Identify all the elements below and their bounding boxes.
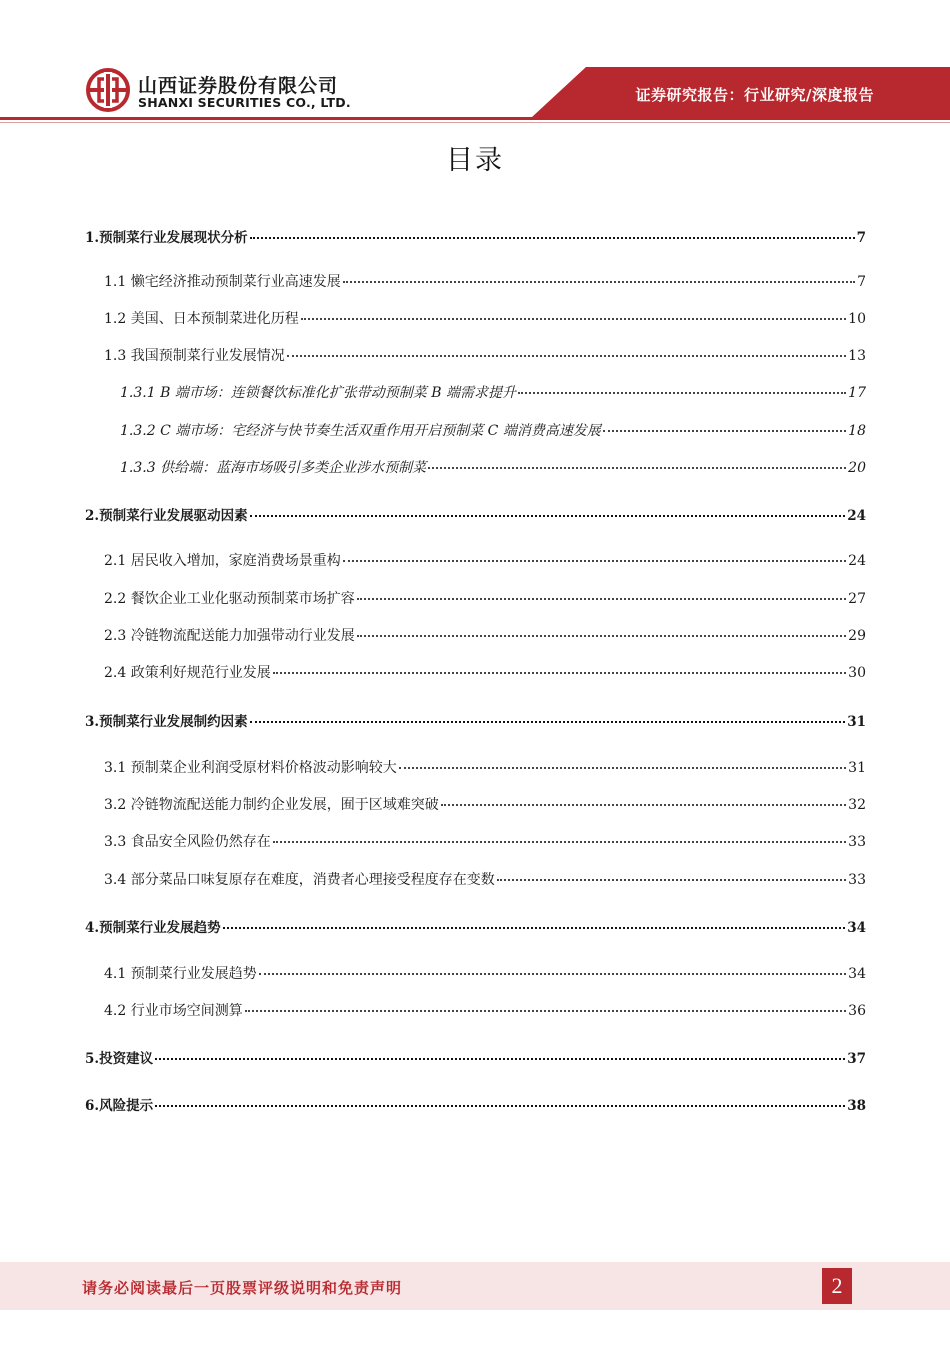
toc-leader-dots <box>287 354 846 357</box>
toc-leader-dots <box>155 1057 845 1060</box>
toc-entry[interactable] <box>104 963 866 983</box>
toc-leader-dots <box>250 236 855 239</box>
toc-leader-dots <box>259 972 846 975</box>
toc-entry-page: 38 <box>847 1098 866 1114</box>
toc-entry-page: 34 <box>847 920 866 936</box>
toc-entry[interactable] <box>104 794 866 814</box>
toc-leader-dots <box>357 634 846 637</box>
toc-entry-label: 2.1 居民收入增加，家庭消费场景重构 <box>104 553 341 569</box>
toc-entry-page: 32 <box>848 797 866 813</box>
toc-entry-label: 1.1 懒宅经济推动预制菜行业高速发展 <box>104 274 341 290</box>
toc-entry[interactable] <box>85 226 866 246</box>
disclaimer-note: 请务必阅读最后一页股票评级说明和免责声明 <box>82 1279 403 1297</box>
toc-entry-page: 33 <box>848 872 866 888</box>
toc-entry-page: 36 <box>848 1003 866 1019</box>
toc-leader-dots <box>343 559 846 562</box>
toc-entry-label: 3.4 部分菜品口味复原存在难度，消费者心理接受程度存在变数 <box>104 872 495 888</box>
toc-entry-page: 30 <box>848 665 866 681</box>
toc-entry-label: 1.预制菜行业发展现状分析 <box>85 230 248 246</box>
toc-entry-page: 27 <box>848 591 866 607</box>
toc-leader-dots <box>518 391 846 394</box>
report-type-label: 证券研究报告：行业研究/深度报告 <box>635 86 874 104</box>
toc-entry[interactable] <box>85 1047 866 1067</box>
page-number: 2 <box>822 1268 852 1304</box>
toc-leader-dots <box>399 766 846 769</box>
toc-leader-dots <box>250 720 846 723</box>
toc-entry[interactable] <box>104 757 866 777</box>
toc-leader-dots <box>223 926 846 929</box>
toc-entry-page: 7 <box>857 274 866 290</box>
toc-entry-page: 18 <box>848 423 866 439</box>
toc-entry-label: 6.风险提示 <box>85 1098 154 1114</box>
toc-entry-page: 31 <box>848 760 866 776</box>
page-title: 目录 <box>446 145 504 176</box>
toc-entry-label: 3.2 冷链物流配送能力制约企业发展，囿于区域难突破 <box>104 797 439 813</box>
toc-leader-dots <box>273 840 846 843</box>
toc-leader-dots <box>245 1009 846 1012</box>
toc-entry-label: 3.预制菜行业发展制约因素 <box>85 714 248 730</box>
toc-entry[interactable] <box>104 588 866 608</box>
toc-leader-dots <box>441 803 846 806</box>
page-header <box>0 0 950 130</box>
toc-entry-label: 1.3.2 C 端市场：宅经济与快节奏生活双重作用开启预制菜 C 端消费高速发展 <box>120 423 601 439</box>
toc-entry-label: 3.3 食品安全风险仍然存在 <box>104 834 271 850</box>
toc-entry[interactable] <box>85 710 866 730</box>
toc-leader-dots <box>273 671 846 674</box>
toc-entry[interactable] <box>120 420 866 440</box>
toc-entry-label: 4.1 预制菜行业发展趋势 <box>104 966 257 982</box>
toc-entry[interactable] <box>104 550 866 570</box>
toc-entry[interactable] <box>104 831 866 851</box>
toc-entry[interactable] <box>104 625 866 645</box>
toc-entry-label: 2.4 政策利好规范行业发展 <box>104 665 271 681</box>
toc-entry-label: 5.投资建议 <box>85 1051 154 1067</box>
toc-entry-page: 7 <box>856 230 866 246</box>
toc-entry-page: 20 <box>848 460 866 476</box>
toc-entry-label: 2.2 餐饮企业工业化驱动预制菜市场扩容 <box>104 591 355 607</box>
company-name-cn: 山西证券股份有限公司 <box>138 75 339 97</box>
toc-entry[interactable] <box>120 382 866 402</box>
toc-entry-label: 1.3 我国预制菜行业发展情况 <box>104 348 285 364</box>
toc-entry[interactable] <box>104 1000 866 1020</box>
toc-entry-label: 2.3 冷链物流配送能力加强带动行业发展 <box>104 628 355 644</box>
toc-leader-dots <box>497 878 846 881</box>
toc-leader-dots <box>357 597 846 600</box>
toc-leader-dots <box>250 514 846 517</box>
toc-entry-label: 4.预制菜行业发展趋势 <box>85 920 221 936</box>
toc-entry-page: 10 <box>848 311 866 327</box>
toc-entry-label: 1.3.3 供给端：蓝海市场吸引多类企业涉水预制菜 <box>120 460 427 476</box>
shanxi-securities-logo-icon <box>86 68 130 112</box>
toc-entry[interactable] <box>104 869 866 889</box>
toc-entry-label: 3.1 预制菜企业利润受原材料价格波动影响较大 <box>104 760 397 776</box>
toc-leader-dots <box>343 280 855 283</box>
toc-entry-page: 37 <box>847 1051 866 1067</box>
header-divider <box>0 117 950 120</box>
toc-entry-page: 24 <box>848 553 866 569</box>
toc-entry-label: 2.预制菜行业发展驱动因素 <box>85 508 248 524</box>
toc-leader-dots <box>155 1104 845 1107</box>
toc-entry-page: 24 <box>847 508 866 524</box>
toc-entry[interactable] <box>120 457 866 477</box>
toc-entry-label: 1.3.1 B 端市场：连锁餐饮标准化扩张带动预制菜 B 端需求提升 <box>120 385 516 401</box>
toc-entry-page: 34 <box>848 966 866 982</box>
toc-entry-page: 13 <box>848 348 866 364</box>
toc-entry[interactable] <box>104 662 866 682</box>
toc-entry[interactable] <box>104 271 866 291</box>
toc-entry-page: 17 <box>848 385 866 401</box>
toc-entry[interactable] <box>85 1094 866 1114</box>
toc-leader-dots <box>301 317 846 320</box>
toc-entry-label: 1.2 美国、日本预制菜进化历程 <box>104 311 299 327</box>
toc-entry[interactable] <box>85 916 866 936</box>
toc-entry-page: 29 <box>848 628 866 644</box>
toc-entry[interactable] <box>104 308 866 328</box>
header-divider-thin <box>0 122 950 123</box>
toc-leader-dots <box>428 466 846 469</box>
company-name-en: SHANXI SECURITIES CO., LTD. <box>138 95 351 110</box>
toc-entry[interactable] <box>104 345 866 365</box>
toc-entry-label: 4.2 行业市场空间测算 <box>104 1003 243 1019</box>
toc-leader-dots <box>603 429 846 432</box>
toc-entry-page: 33 <box>848 834 866 850</box>
toc-entry-page: 31 <box>847 714 866 730</box>
toc-entry[interactable] <box>85 504 866 524</box>
